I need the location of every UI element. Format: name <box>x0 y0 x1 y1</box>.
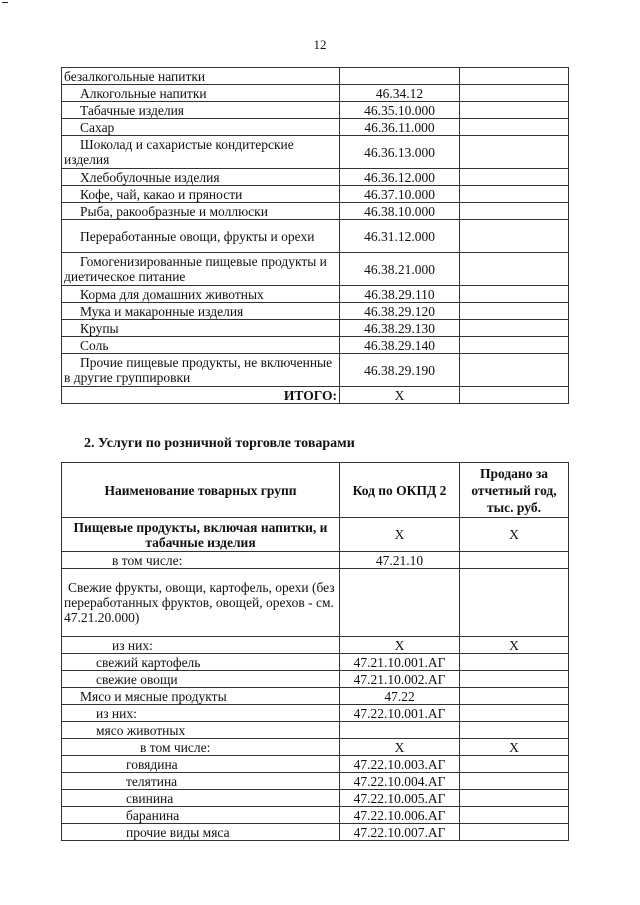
row-product-name: мясо животных <box>62 722 340 739</box>
row-product-name: Шоколад и сахаристые кондитерские изделия <box>62 136 340 169</box>
row-okpd-code: 46.34.12 <box>340 85 460 102</box>
table-row <box>62 790 569 807</box>
row-sold-amount <box>460 807 569 824</box>
row-product-name: Кофе, чай, какао и пряности <box>62 186 340 203</box>
table-row <box>62 220 569 253</box>
table-row <box>62 722 569 739</box>
row-product-name: Прочие пищевые продукты, не включенные в другие группировки <box>62 354 340 387</box>
row-okpd-code: 47.22.10.001.АГ <box>340 705 460 722</box>
row-empty-cell <box>460 286 569 303</box>
row-product-name: Алкогольные напитки <box>62 85 340 102</box>
row-product-name: Мясо и мясные продукты <box>62 688 340 705</box>
row-okpd-code: 46.38.29.120 <box>340 303 460 320</box>
table-row <box>62 253 569 286</box>
table-row <box>62 136 569 169</box>
row-sold-amount: X <box>460 518 569 552</box>
row-product-name: Корма для домашних животных <box>62 286 340 303</box>
row-okpd-code: 46.36.13.000 <box>340 136 460 169</box>
row-okpd-code: 47.22 <box>340 688 460 705</box>
section-2-title: 2. Услуги по розничной торговле товарами <box>84 436 355 451</box>
row-okpd-code: X <box>340 637 460 654</box>
row-okpd-code: 47.22.10.006.АГ <box>340 807 460 824</box>
table-row <box>62 552 569 569</box>
table-row <box>62 354 569 387</box>
row-product-name: Гомогенизированные пищевые продукты и диетическое питание <box>62 253 340 286</box>
row-okpd-code: 46.36.11.000 <box>340 119 460 136</box>
page-number: 12 <box>313 37 327 52</box>
row-product-name: Сахар <box>62 119 340 136</box>
row-product-name: в том числе: <box>62 739 340 756</box>
row-okpd-code: 46.38.29.190 <box>340 354 460 387</box>
row-okpd-code <box>340 722 460 739</box>
row-okpd-code: 46.38.29.110 <box>340 286 460 303</box>
corner-mark <box>2 2 8 3</box>
row-empty-cell <box>460 186 569 203</box>
row-empty-cell <box>460 85 569 102</box>
row-sold-amount <box>460 688 569 705</box>
row-product-name: безалкогольные напитки <box>62 68 340 85</box>
row-empty-cell <box>460 220 569 253</box>
row-okpd-code <box>340 569 460 637</box>
row-product-name: телятина <box>62 773 340 790</box>
row-product-name: прочие виды мяса <box>62 824 340 841</box>
row-okpd-code: 46.35.10.000 <box>340 102 460 119</box>
row-sold-amount <box>460 790 569 807</box>
row-product-name: Табачные изделия <box>62 102 340 119</box>
row-sold-amount: X <box>460 739 569 756</box>
row-okpd-code: 47.22.10.003.АГ <box>340 756 460 773</box>
row-okpd-code: 47.21.10 <box>340 552 460 569</box>
row-empty-cell <box>460 68 569 85</box>
row-okpd-code: 47.21.10.001.АГ <box>340 654 460 671</box>
row-sold-amount <box>460 654 569 671</box>
table-row <box>62 102 569 119</box>
row-product-name: свинина <box>62 790 340 807</box>
table-row <box>62 119 569 136</box>
row-product-name: Рыба, ракообразные и моллюски <box>62 203 340 220</box>
row-product-name: свежие овощи <box>62 671 340 688</box>
row-empty-cell <box>460 203 569 220</box>
table-row <box>62 203 569 220</box>
row-empty-cell <box>460 119 569 136</box>
row-okpd-code: 46.37.10.000 <box>340 186 460 203</box>
row-okpd-code: 46.38.21.000 <box>340 253 460 286</box>
table-row <box>62 303 569 320</box>
table-row <box>62 756 569 773</box>
table-row <box>62 286 569 303</box>
table-row <box>62 68 569 85</box>
row-sold-amount <box>460 773 569 790</box>
table-row <box>62 773 569 790</box>
row-product-name: Свежие фрукты, овощи, картофель, орехи (без переработанных фруктов, овощей, орехов - см. 47.21.20.000) <box>62 569 340 637</box>
retail-table <box>61 462 569 841</box>
table-row <box>62 824 569 841</box>
row-sold-amount <box>460 552 569 569</box>
row-sold-amount <box>460 722 569 739</box>
row-product-name: свежий картофель <box>62 654 340 671</box>
table-row <box>62 705 569 722</box>
row-product-name: в том числе: <box>62 552 340 569</box>
table-row <box>62 739 569 756</box>
row-product-name: баранина <box>62 807 340 824</box>
row-empty-cell <box>460 169 569 186</box>
table-row <box>62 807 569 824</box>
row-product-name: Мука и макаронные изделия <box>62 303 340 320</box>
total-row <box>62 387 569 404</box>
row-product-name: Крупы <box>62 320 340 337</box>
table-row <box>62 85 569 102</box>
table-row <box>62 320 569 337</box>
table-row <box>62 671 569 688</box>
row-product-name: из них: <box>62 637 340 654</box>
table-row <box>62 569 569 637</box>
row-sold-amount <box>460 756 569 773</box>
row-sold-amount: X <box>460 637 569 654</box>
row-product-name: Соль <box>62 337 340 354</box>
row-okpd-code: 46.36.12.000 <box>340 169 460 186</box>
row-sold-amount <box>460 671 569 688</box>
row-product-name: Пищевые продукты, включая напитки, и табачные изделия <box>62 518 340 552</box>
table-row <box>62 688 569 705</box>
row-sold-amount <box>460 705 569 722</box>
row-okpd-code <box>340 68 460 85</box>
table-row <box>62 654 569 671</box>
total-empty-cell <box>460 387 569 404</box>
row-sold-amount <box>460 824 569 841</box>
row-okpd-code: X <box>340 518 460 552</box>
row-empty-cell <box>460 337 569 354</box>
row-product-name: Переработанные овощи, фрукты и орехи <box>62 220 340 253</box>
row-okpd-code: 46.38.29.130 <box>340 320 460 337</box>
total-code: X <box>340 387 460 404</box>
row-okpd-code: 46.38.10.000 <box>340 203 460 220</box>
row-sold-amount <box>460 569 569 637</box>
table-row <box>62 186 569 203</box>
header-sold-amount: Продано за отчетный год, тыс. руб. <box>460 463 569 518</box>
row-empty-cell <box>460 253 569 286</box>
row-okpd-code: 46.38.29.140 <box>340 337 460 354</box>
row-okpd-code: 47.22.10.005.АГ <box>340 790 460 807</box>
row-okpd-code: 46.31.12.000 <box>340 220 460 253</box>
table-row <box>62 518 569 552</box>
row-product-name: говядина <box>62 756 340 773</box>
row-okpd-code: X <box>340 739 460 756</box>
row-empty-cell <box>460 303 569 320</box>
row-empty-cell <box>460 136 569 169</box>
row-empty-cell <box>460 354 569 387</box>
table-row <box>62 169 569 186</box>
table-row <box>62 637 569 654</box>
row-product-name: Хлебобулочные изделия <box>62 169 340 186</box>
table-row <box>62 337 569 354</box>
row-product-name: из них: <box>62 705 340 722</box>
total-label: ИТОГО: <box>62 387 340 404</box>
row-empty-cell <box>460 320 569 337</box>
row-okpd-code: 47.21.10.002.АГ <box>340 671 460 688</box>
header-okpd-code: Код по ОКПД 2 <box>340 463 460 518</box>
wholesale-table <box>61 67 569 404</box>
row-okpd-code: 47.22.10.004.АГ <box>340 773 460 790</box>
row-okpd-code: 47.22.10.007.АГ <box>340 824 460 841</box>
row-empty-cell <box>460 102 569 119</box>
header-product-groups: Наименование товарных групп <box>62 463 340 518</box>
